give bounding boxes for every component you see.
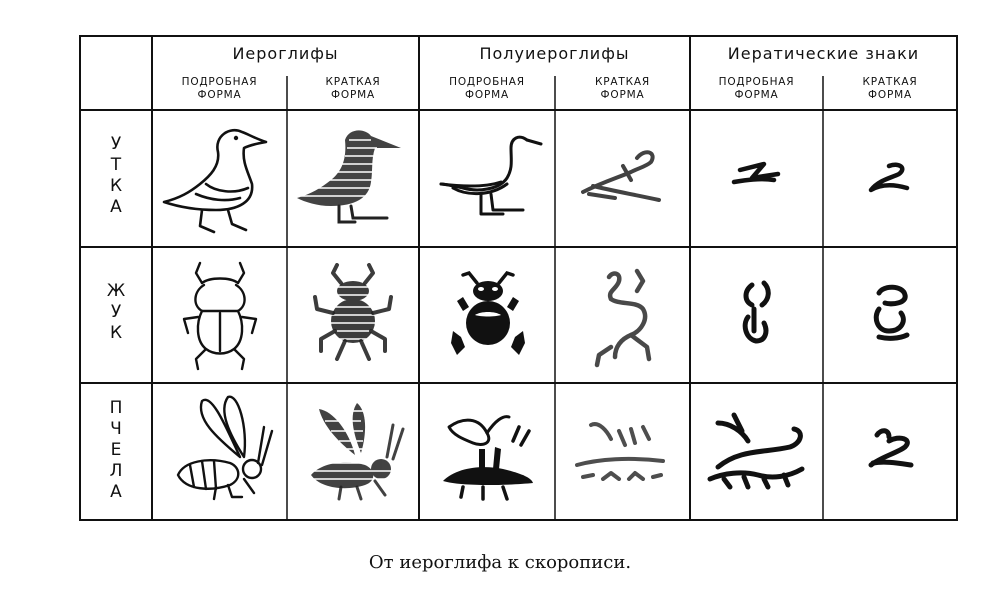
duck-hieratic-detailed-icon — [694, 114, 820, 244]
bee-hieroglyph-short-icon — [291, 387, 415, 517]
row-label-beetle: Ж У К — [106, 281, 126, 343]
group-title-hieroglyphs: Иероглифы — [232, 44, 339, 63]
row-label-bee: П Ч Е Л А — [109, 398, 123, 502]
bee-hieratic-short-icon — [827, 387, 955, 517]
bee-semi-hieroglyph-short-icon — [559, 387, 687, 517]
figure-caption: От иероглифа к скорописи. — [368, 552, 632, 573]
subheader-short-form: КРАТКАЯ ФОРМА — [862, 76, 918, 101]
subheader-detailed-form: ПОДРОБНАЯ ФОРМА — [181, 76, 258, 101]
beetle-hieroglyph-detailed-icon — [156, 251, 284, 381]
beetle-semi-hieroglyph-detailed-icon — [423, 251, 553, 381]
duck-hieroglyph-detailed-icon — [156, 114, 284, 244]
duck-semi-hieroglyph-detailed-icon — [423, 114, 553, 244]
beetle-hieratic-detailed-icon — [694, 251, 820, 381]
group-title-hieratic-signs: Иератические знаки — [727, 44, 920, 63]
beetle-hieratic-short-icon — [827, 251, 955, 381]
subheader-detailed-form: ПОДРОБНАЯ ФОРМА — [449, 76, 525, 101]
beetle-semi-hieroglyph-short-icon — [559, 251, 687, 381]
subheader-short-form: КРАТКАЯ ФОРМА — [325, 76, 381, 101]
bee-hieroglyph-detailed-icon — [156, 387, 284, 517]
beetle-hieroglyph-short-icon — [291, 251, 415, 381]
duck-semi-hieroglyph-short-icon — [559, 114, 687, 244]
duck-hieratic-short-icon — [827, 114, 955, 244]
subheader-detailed-form: ПОДРОБНАЯ ФОРМА — [718, 76, 795, 101]
bee-semi-hieroglyph-detailed-icon — [423, 387, 553, 517]
row-label-duck: У Т К А — [109, 134, 123, 217]
duck-hieroglyph-short-icon — [291, 114, 415, 244]
bee-hieratic-detailed-icon — [694, 387, 820, 517]
subheader-short-form: КРАТКАЯ ФОРМА — [595, 76, 650, 101]
group-title-semi-hieroglyphs: Полуиероглифы — [479, 44, 630, 63]
